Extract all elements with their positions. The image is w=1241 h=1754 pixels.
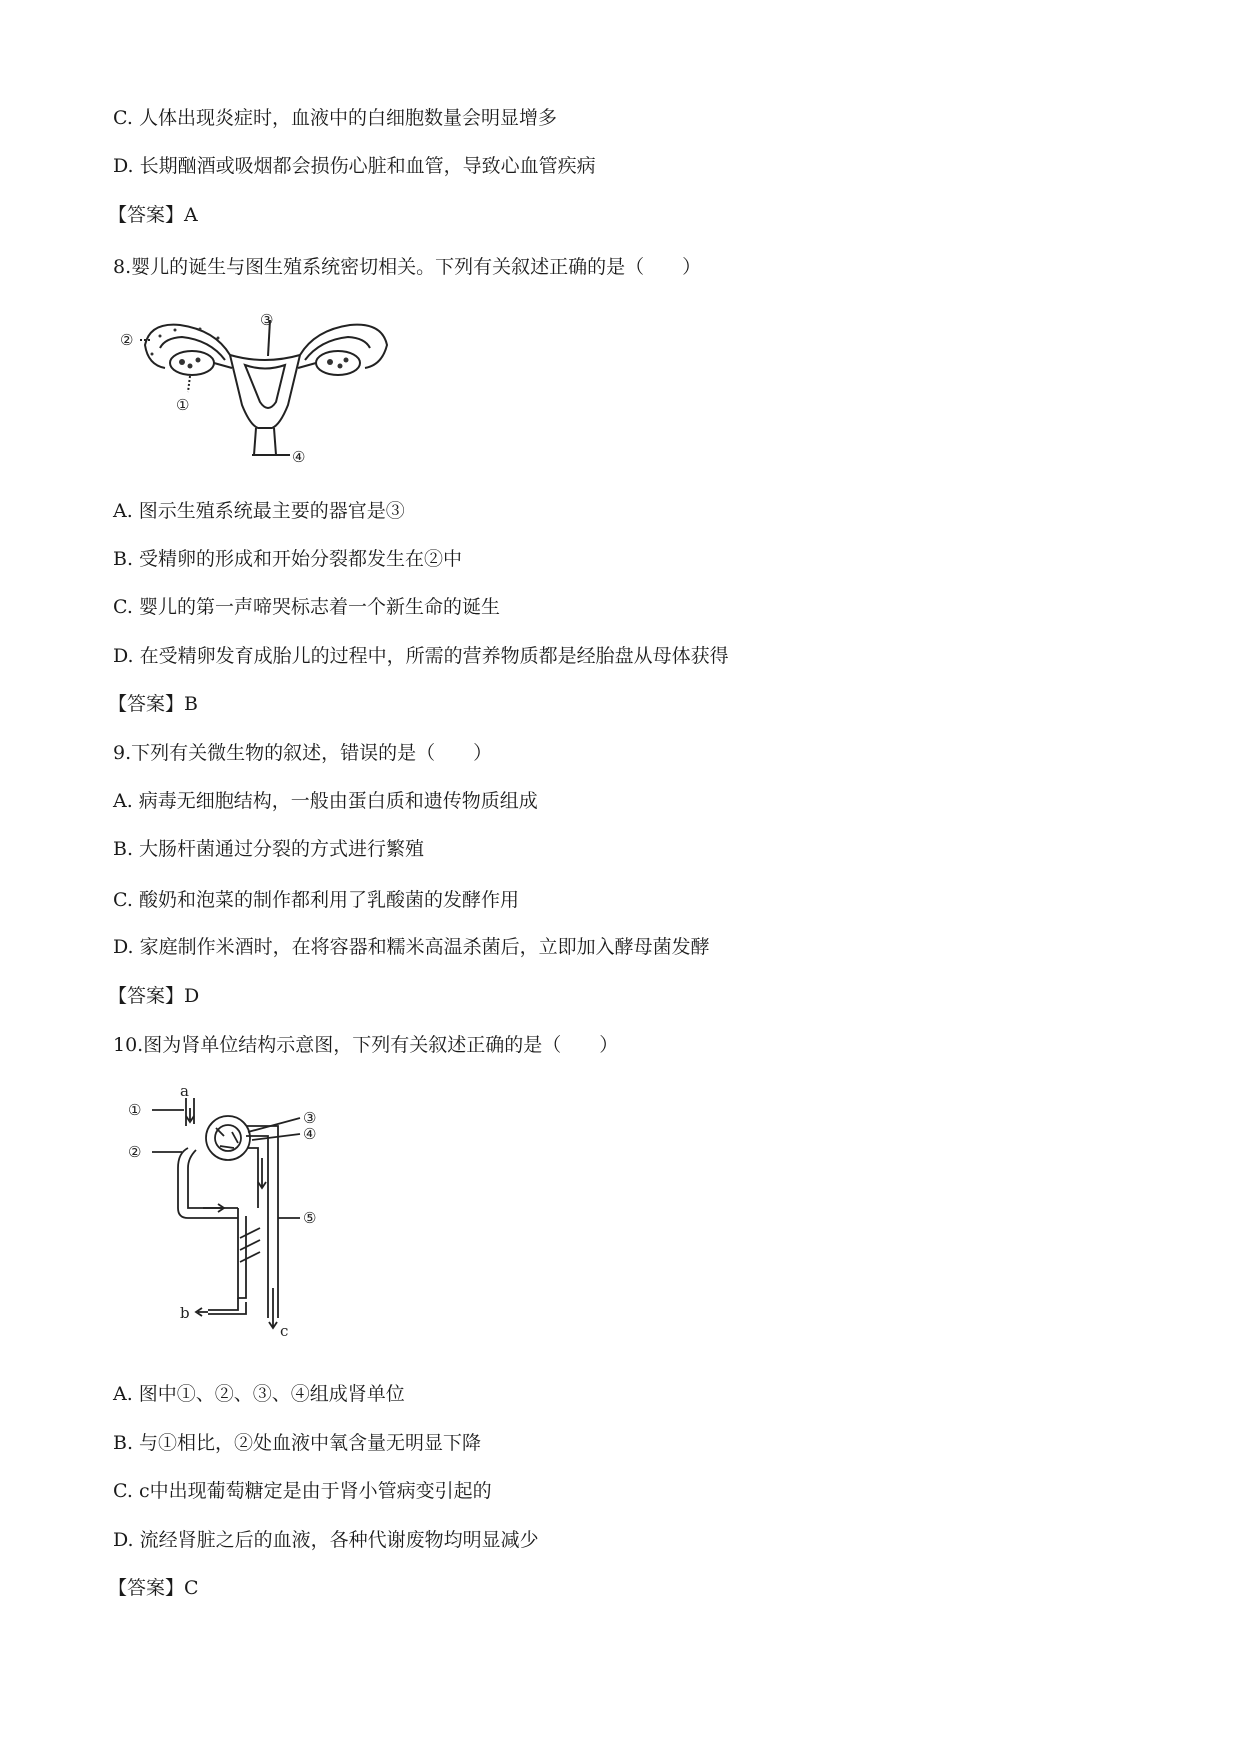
q10-option-b: B. 与①相比，②处血液中氧含量无明显下降 xyxy=(113,1432,482,1454)
q9-stem: 9.下列有关微生物的叙述，错误的是（ ） xyxy=(113,742,493,764)
q10-option-c: C. c中出现葡萄糖定是由于肾小管病变引起的 xyxy=(113,1480,492,1502)
q10-label-a: a xyxy=(180,1088,189,1100)
q8-option-a: A. 图示生殖系统最主要的器官是③ xyxy=(113,500,405,522)
q9-option-b: B. 大肠杆菌通过分裂的方式进行繁殖 xyxy=(113,838,425,860)
q8-option-c: C. 婴儿的第一声啼哭标志着一个新生命的诞生 xyxy=(113,596,500,618)
q9-option-d: D. 家庭制作米酒时，在将容器和糯米高温杀菌后，立即加入酵母菌发酵 xyxy=(113,936,710,958)
nephron-structure-figure xyxy=(128,1088,348,1338)
q8-label-4: ④ xyxy=(292,448,306,466)
q8-option-b: B. 受精卵的形成和开始分裂都发生在②中 xyxy=(113,548,463,570)
q7-option-c: C. 人体出现炎症时，血液中的白细胞数量会明显增多 xyxy=(113,107,557,129)
q9-option-a: A. 病毒无细胞结构，一般由蛋白质和遗传物质组成 xyxy=(113,790,538,812)
female-reproductive-system-figure xyxy=(120,310,420,470)
q10-label-3: ③ xyxy=(303,1109,317,1127)
q10-option-a: A. 图中①、②、③、④组成肾单位 xyxy=(113,1383,405,1405)
q8-label-1: ① xyxy=(176,396,190,414)
q10-label-5: ⑤ xyxy=(303,1209,317,1227)
q10-label-c: c xyxy=(280,1322,289,1338)
q8-label-3: ③ xyxy=(260,311,274,329)
q8-option-d: D. 在受精卵发育成胎儿的过程中，所需的营养物质都是经胎盘从母体获得 xyxy=(113,645,729,667)
q10-label-4: ④ xyxy=(303,1125,317,1143)
q10-answer: 【答案】C xyxy=(108,1577,199,1599)
q7-answer: 【答案】A xyxy=(108,204,198,226)
q10-label-1: ① xyxy=(128,1101,142,1119)
q10-label-b: b xyxy=(180,1304,190,1322)
q9-answer: 【答案】D xyxy=(108,985,200,1007)
q10-option-d: D. 流经肾脏之后的血液，各种代谢废物均明显减少 xyxy=(113,1529,539,1551)
q7-option-d: D. 长期酗酒或吸烟都会损伤心脏和血管，导致心血管疾病 xyxy=(113,155,596,177)
q10-label-2: ② xyxy=(128,1143,142,1161)
q10-stem: 10.图为肾单位结构示意图，下列有关叙述正确的是（ ） xyxy=(113,1034,619,1056)
q9-option-c: C. 酸奶和泡菜的制作都利用了乳酸菌的发酵作用 xyxy=(113,889,519,911)
q8-answer: 【答案】B xyxy=(108,693,198,715)
q8-label-2: ② xyxy=(120,331,134,349)
q8-stem: 8.婴儿的诞生与图生殖系统密切相关。下列有关叙述正确的是（ ） xyxy=(113,256,702,278)
